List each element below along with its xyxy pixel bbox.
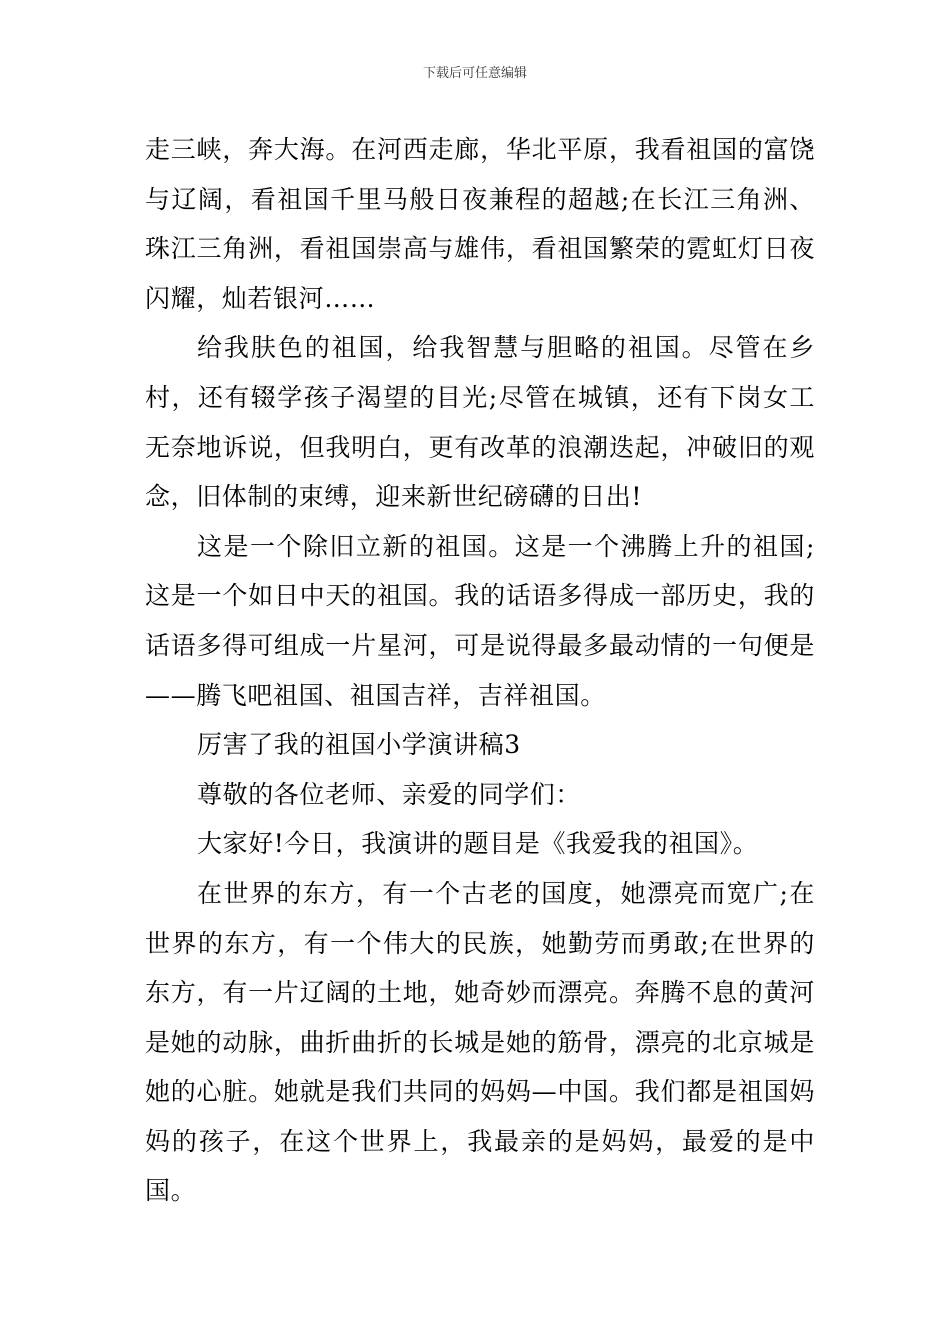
paragraph-3: 这是一个除旧立新的祖国。这是一个沸腾上升的祖国;这是一个如日中天的祖国。我的话语多得成一部历史，我的话语多得可组成一片星河，可是说得最多最动情的一句便是——腾飞吧祖国、祖国吉祥，吉祥祖国。 bbox=[145, 531, 815, 710]
header-note: 下载后可任意编辑 bbox=[422, 66, 527, 81]
greeting: 大家好!今日，我演讲的题目是《我爱我的祖国》。 bbox=[197, 829, 759, 859]
paragraph-1: 走三峡，奔大海。在河西走廊，华北平原，我看祖国的富饶与辽阔，看祖国千里马般日夜兼程的超越;在长江三角洲、珠江三角洲，看祖国崇高与雄伟，看祖国繁荣的霓虹灯日夜闪耀，灿若银河…… bbox=[145, 135, 815, 313]
paragraph-2: 给我肤色的祖国，给我智慧与胆略的祖国。尽管在乡村，还有辍学孩子渴望的目光;尽管在城镇，还有下岗女工无奈地诉说，但我明白，更有改革的浪潮迭起，冲破旧的观念，旧体制的束缚，迎来新世纪磅礴的日出! bbox=[145, 333, 815, 512]
paragraph-7: 在世界的东方，有一个古老的国度，她漂亮而宽广;在世界的东方，有一个伟大的民族，她勤劳而勇敢;在世界的东方，有一片辽阔的土地，她奇妙而漂亮。奔腾不息的黄河是她的动脉，曲折曲折的长城是她的筋骨，漂亮的北京城是她的心脏。她就是我们共同的妈妈—中国。我们都是祖国妈妈的孩子，在这个世界上，我最亲的是妈妈，最爱的是中国。 bbox=[145, 878, 815, 1206]
section-heading: 厉害了我的祖国小学演讲稿3 bbox=[197, 730, 521, 760]
salutation: 尊敬的各位老师、亲爱的同学们： bbox=[197, 779, 582, 809]
document-body bbox=[145, 125, 815, 1216]
